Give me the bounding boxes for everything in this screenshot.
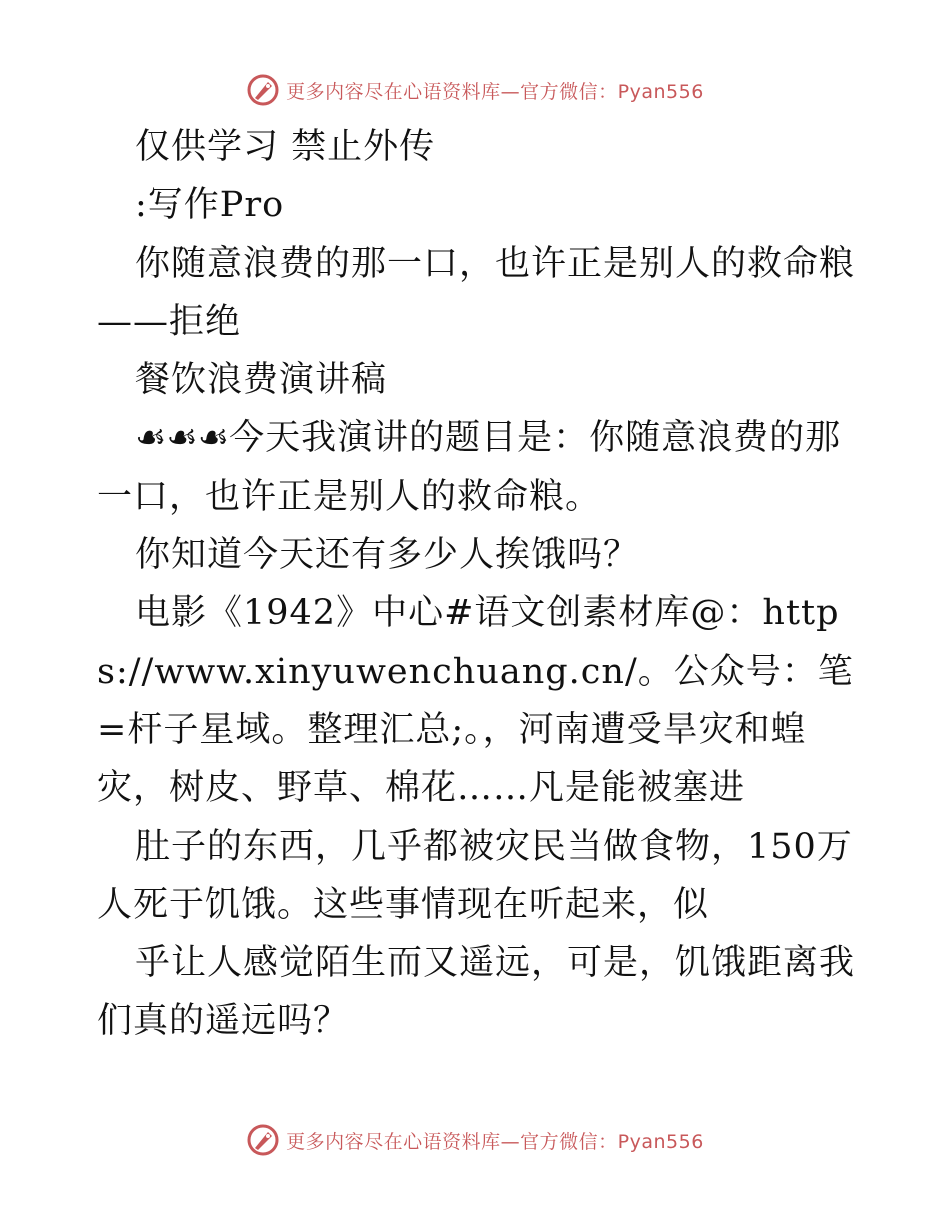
document-body [97, 118, 857, 1051]
header-watermark-inner [246, 73, 704, 107]
pen-nib-logo-icon [246, 1123, 280, 1157]
paragraph-2: :写作Pro [135, 185, 285, 226]
paragraph-9: 乎让人感觉陌生而又遥远，可是，饥饿距离我们真的遥远吗？ [97, 943, 856, 1042]
footer-watermark-text: 更多内容尽在心语资料库—官方微信：Pyan556 [286, 1130, 704, 1153]
paragraph-4: 餐饮浪费演讲稿 [135, 360, 388, 401]
paragraph-1: 仅供学习 禁止外传 [135, 127, 436, 167]
paragraph-8: 肚子的东西，几乎都被灾民当做食物，150万人死于饥饿。这些事情现在听起来，似 [97, 826, 853, 925]
paragraph-3: 你随意浪费的那一口，也许正是别人的救命粮——拒绝 [97, 243, 856, 342]
paragraph-7: 电影《1942》中心#语文创素材库@：https://www.xinyuwenchuang.cn/。公众号：笔=杆子星域。整理汇总;。，河南遭受旱灾和蝗灾，树皮、野草、棉花……凡是能被塞进 [97, 593, 854, 809]
floral-heart-icon: ☙☙☙ [135, 418, 230, 459]
footer-watermark [0, 1120, 950, 1160]
paragraph-6: 你知道今天还有多少人挨饿吗？ [135, 535, 640, 576]
pen-nib-logo-icon [246, 73, 280, 107]
paragraph-5-text: 今天我演讲的题目是：你随意浪费的那一口，也许正是别人的救命粮。 [97, 418, 842, 517]
header-watermark-text: 更多内容尽在心语资料库—官方微信：Pyan556 [286, 80, 704, 103]
footer-watermark-inner [246, 1123, 704, 1157]
header-watermark [0, 70, 950, 110]
paragraph-5 [97, 409, 857, 526]
